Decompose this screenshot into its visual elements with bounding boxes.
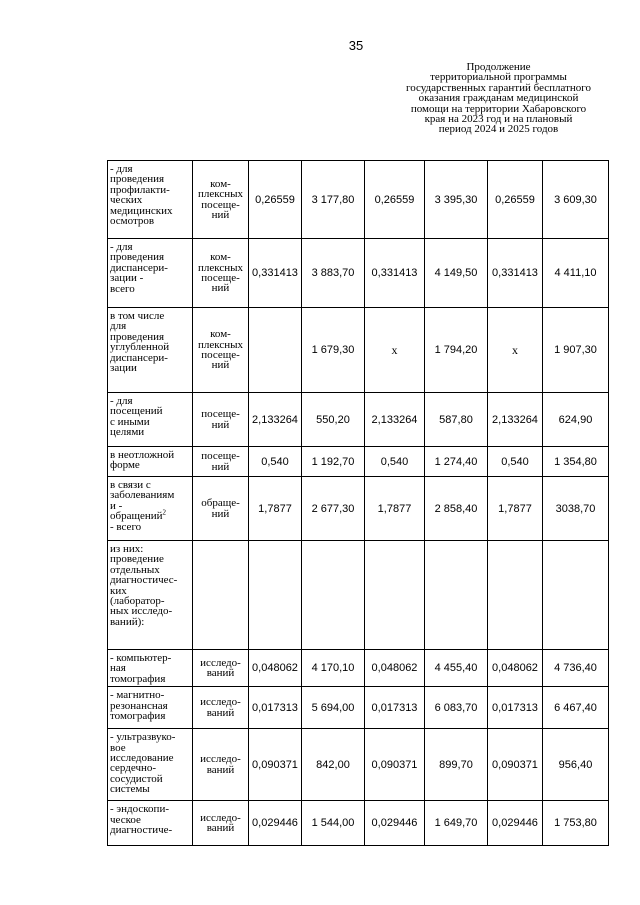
unit-cell [193, 477, 249, 541]
value-cell: 1,7877 [488, 477, 543, 541]
row-name-line: диспансери- [110, 351, 168, 364]
row-name-cell [108, 308, 193, 393]
value-cell: 1 794,20 [425, 308, 488, 393]
value-cell [488, 541, 543, 650]
value-cell: 0,331413 [488, 239, 543, 308]
row-name-cell [108, 650, 193, 687]
unit-cell [193, 239, 249, 308]
continuation-header [376, 62, 621, 135]
value-cell: 0,048062 [488, 650, 543, 687]
row-name-line: зации - [110, 272, 144, 285]
value-cell: 0,017313 [365, 687, 425, 729]
value-cell: 2,133264 [249, 393, 302, 447]
header-line: Продолжение [466, 61, 531, 73]
row-name-line: - ультразвуко- [110, 731, 176, 744]
unit-line: посеще- [201, 349, 240, 361]
header-line: государственных гарантий бесплатного [405, 81, 592, 94]
value-cell: 4 411,10 [543, 239, 609, 308]
unit-line: ний [211, 359, 230, 372]
header-line: период 2024 и 2025 годов [438, 123, 559, 136]
row-name-line: всего [110, 282, 135, 295]
value-cell: 3038,70 [543, 477, 609, 541]
value-cell: 0,331413 [249, 239, 302, 308]
value-cell: 3 395,30 [425, 161, 488, 239]
footnote-mark: 2 [162, 508, 166, 517]
unit-cell [193, 687, 249, 729]
row-name-line: в неотложной [110, 449, 175, 461]
table-row [108, 239, 609, 308]
value-cell: 4 455,40 [425, 650, 488, 687]
row-name-line: посещений [110, 405, 163, 418]
value-cell: 4 170,10 [302, 650, 365, 687]
value-cell: 0,017313 [249, 687, 302, 729]
value-cell: 550,20 [302, 393, 365, 447]
value-cell: 1 679,30 [302, 308, 365, 393]
unit-cell [193, 447, 249, 477]
value-cell: 0,090371 [365, 729, 425, 801]
row-name-line: ваний): [110, 615, 145, 628]
row-name-line: для [110, 320, 127, 333]
row-name-line: сердечно- [110, 762, 157, 775]
value-cell: 0,029446 [365, 801, 425, 846]
table-row [108, 447, 609, 477]
row-name-line: профилакти- [110, 183, 170, 196]
value-cell: 1 649,70 [425, 801, 488, 846]
unit-cell [193, 541, 249, 650]
unit-line: ваний [206, 667, 235, 680]
row-name-line: и - [110, 499, 123, 512]
value-cell: 1 753,80 [543, 801, 609, 846]
row-name-line: исследование [110, 752, 174, 765]
row-name-cell [108, 393, 193, 447]
header-line: края на 2023 год и на плановый [424, 113, 573, 126]
unit-line: ний [211, 460, 230, 473]
row-name-line: - магнитно- [110, 689, 165, 702]
table-row [108, 477, 609, 541]
unit-line: ний [211, 507, 230, 520]
value-cell: 6 083,70 [425, 687, 488, 729]
row-name-line: проведения [110, 330, 165, 343]
row-name-cell [108, 447, 193, 477]
value-cell: 0,331413 [365, 239, 425, 308]
row-name-line: - эндоскопи- [110, 803, 169, 816]
row-name-line: - для [110, 241, 133, 253]
unit-line: ваний [206, 822, 235, 835]
value-cell: 0,090371 [249, 729, 302, 801]
value-cell: 2,133264 [365, 393, 425, 447]
unit-line: ний [211, 418, 230, 431]
value-cell: 587,80 [425, 393, 488, 447]
unit-line: плексных [198, 188, 243, 201]
unit-line: посеще- [201, 198, 240, 211]
value-cell: 3 883,70 [302, 239, 365, 308]
value-cell: 1,7877 [365, 477, 425, 541]
value-cell: 6 467,40 [543, 687, 609, 729]
unit-line: плексных [198, 338, 243, 351]
value-cell: 0,048062 [249, 650, 302, 687]
row-name-line: медицинских [110, 204, 173, 217]
table-row [108, 729, 609, 801]
value-cell [425, 541, 488, 650]
unit-line: обраще- [201, 497, 240, 510]
unit-line: посеще- [201, 450, 240, 463]
row-name-cell [108, 729, 193, 801]
value-cell [543, 541, 609, 650]
row-name-line: углубленной [110, 341, 170, 354]
value-cell: 0,017313 [488, 687, 543, 729]
header-line: помощи на территории Хабаровского [410, 102, 587, 115]
unit-line: ний [211, 208, 230, 221]
unit-line: исследо- [200, 753, 241, 766]
table-row [108, 393, 609, 447]
row-name-line: ческих [110, 194, 143, 207]
row-name-line: заболеваниям [110, 489, 175, 502]
unit-cell [193, 729, 249, 801]
row-name-line: проведения [110, 173, 165, 186]
row-name-line: - для [110, 163, 133, 175]
unit-line: ком- [210, 328, 231, 341]
unit-line: исследо- [200, 656, 241, 669]
unit-line: ком- [210, 177, 231, 190]
table-row [108, 308, 609, 393]
value-cell: 0,048062 [365, 650, 425, 687]
value-cell: 0,029446 [488, 801, 543, 846]
row-name-cell [108, 239, 193, 308]
row-name-cell [108, 801, 193, 846]
value-cell: 0,540 [249, 447, 302, 477]
unit-cell [193, 161, 249, 239]
unit-line: исследо- [200, 811, 241, 824]
value-cell: 4 736,40 [543, 650, 609, 687]
value-cell [249, 308, 302, 393]
table-row [108, 161, 609, 239]
value-cell: 1 907,30 [543, 308, 609, 393]
value-cell [302, 541, 365, 650]
row-name-line: форме [110, 459, 140, 472]
row-name-line: зации [110, 362, 137, 375]
row-name-line: диагностичес- [110, 574, 178, 587]
value-cell: х [365, 308, 425, 393]
row-name-cell [108, 541, 193, 650]
row-name-line: резонансная [110, 699, 168, 712]
row-name-line: вое [110, 741, 126, 754]
table-row [108, 650, 609, 687]
unit-cell [193, 308, 249, 393]
table-row [108, 687, 609, 729]
row-name-line: томография [110, 672, 166, 685]
unit-cell [193, 650, 249, 687]
value-cell: 842,00 [302, 729, 365, 801]
unit-line: ваний [206, 763, 235, 776]
value-cell: 0,090371 [488, 729, 543, 801]
value-cell: 956,40 [543, 729, 609, 801]
value-cell: 0,540 [488, 447, 543, 477]
program-table [107, 160, 609, 846]
unit-line: ний [211, 282, 230, 295]
value-cell: 3 609,30 [543, 161, 609, 239]
unit-line: посеще- [201, 408, 240, 421]
row-name-cell [108, 477, 193, 541]
row-name-cell [108, 687, 193, 729]
value-cell: 2 858,40 [425, 477, 488, 541]
value-cell: 0,26559 [249, 161, 302, 239]
row-name-line: ная [110, 662, 126, 675]
value-cell: 5 694,00 [302, 687, 365, 729]
value-cell: 899,70 [425, 729, 488, 801]
row-name-line: диагностиче- [110, 824, 173, 837]
unit-line: ваний [206, 706, 235, 719]
unit-cell [193, 393, 249, 447]
value-cell: 0,26559 [488, 161, 543, 239]
value-cell: 0,26559 [365, 161, 425, 239]
value-cell: 1 192,70 [302, 447, 365, 477]
page-number: 35 [348, 38, 364, 53]
unit-cell [193, 801, 249, 846]
header-line: территориальной программы [430, 71, 567, 84]
row-name-line: обращений$^2$ [110, 508, 166, 523]
row-name-line: - всего [110, 520, 142, 533]
value-cell: 1 274,40 [425, 447, 488, 477]
row-name-line: в том числе [110, 310, 165, 322]
row-name-line: целями [110, 426, 145, 439]
row-name-line: системы [110, 783, 150, 796]
value-cell: 3 177,80 [302, 161, 365, 239]
value-cell: х [488, 308, 543, 393]
row-name-line: - для [110, 395, 133, 407]
value-cell: 0,029446 [249, 801, 302, 846]
row-name-line: проведения [110, 251, 165, 264]
row-name-line: проведение [110, 553, 164, 566]
row-name-line: ных исследо- [110, 605, 173, 618]
row-name-line: ких [110, 584, 127, 597]
value-cell: 2 677,30 [302, 477, 365, 541]
value-cell: 624,90 [543, 393, 609, 447]
table-row [108, 541, 609, 650]
row-name-line: отдельных [110, 563, 160, 576]
row-name-line: диспансери- [110, 261, 168, 274]
row-name-line: ческое [110, 813, 141, 826]
row-name-cell [108, 161, 193, 239]
value-cell: 2,133264 [488, 393, 543, 447]
header-line: оказания гражданам медицинской [418, 92, 579, 105]
value-cell: 1 354,80 [543, 447, 609, 477]
value-cell: 1 544,00 [302, 801, 365, 846]
table-row [108, 801, 609, 846]
value-cell [365, 541, 425, 650]
row-name-line: сосудистой [110, 772, 163, 785]
unit-line: плексных [198, 261, 243, 274]
value-cell: 0,540 [365, 447, 425, 477]
value-cell [249, 541, 302, 650]
row-name-line: из них: [110, 543, 144, 555]
unit-line: исследо- [200, 696, 241, 709]
row-name-line: - компьютер- [110, 652, 172, 664]
row-name-line: осмотров [110, 215, 155, 228]
value-cell: 1,7877 [249, 477, 302, 541]
row-name-line: томография [110, 710, 166, 723]
value-cell: 4 149,50 [425, 239, 488, 308]
row-name-line: (лаборатор- [110, 595, 165, 608]
row-name-line: в связи с [110, 479, 151, 491]
row-name-line: с иными [110, 415, 150, 428]
unit-line: ком- [210, 251, 231, 264]
unit-line: посеще- [201, 272, 240, 284]
